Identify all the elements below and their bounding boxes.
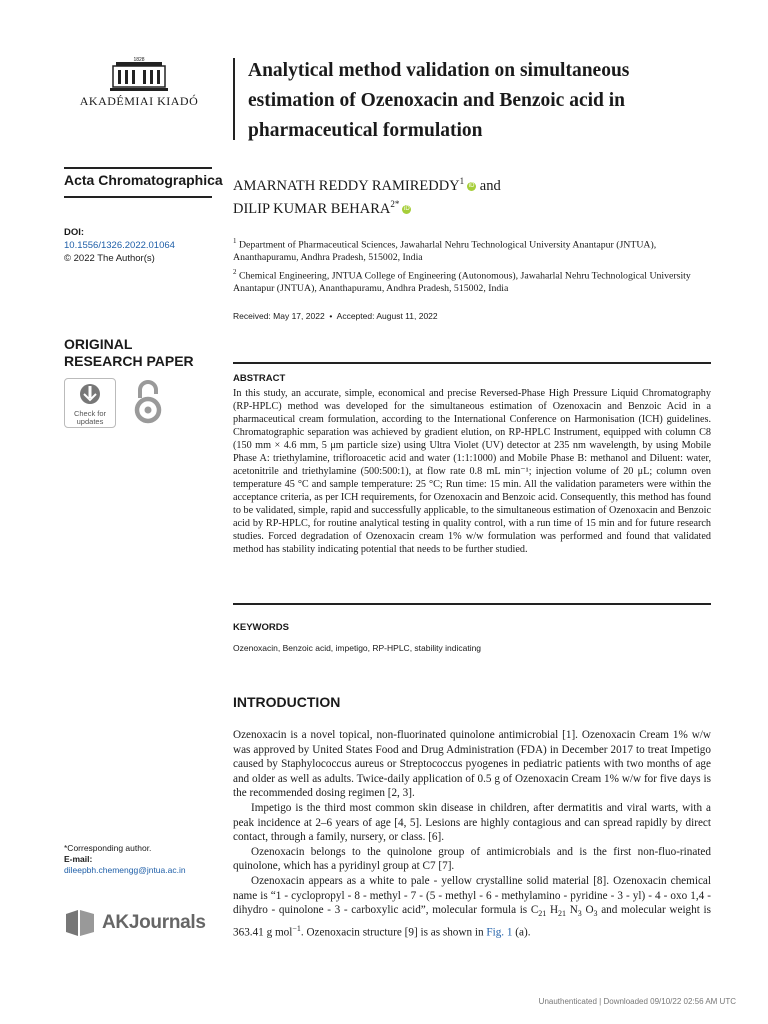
- p4-part-a: Ozenoxacin appears as a white to pale - yellow crystalline solid material [8]. Ozenoxacin chemical name is “1 - cyclopropyl - 8 - methyl - 7 - (5 - methyl - 6 - methylamino - pyridine - 3 - yl) - 4 - oxo 1,4 - dihydro - quinolone - 3 - carboxylic acid”, molecular formula is C: [233, 874, 711, 917]
- dates: [233, 311, 438, 321]
- author-2[interactable]: DILIP KUMAR BEHARA: [233, 200, 391, 217]
- akjournals-icon: [64, 908, 96, 938]
- p4-part-c: . Ozenoxacin structure [9] is as shown in: [300, 926, 487, 939]
- accepted-date: Accepted: August 11, 2022: [336, 311, 438, 321]
- h-atom: H: [546, 904, 559, 917]
- divider: [233, 362, 711, 364]
- date-separator: •: [329, 311, 333, 321]
- title-bar: [233, 58, 235, 140]
- email-link[interactable]: dileepbh.chemengg@jntua.ac.in: [64, 865, 186, 875]
- intro-paragraph-3: Ozenoxacin belongs to the quinolone group of antimicrobials and is the first non-fluo-rinated quinolone, which has a pyridinyl group at C7 [7].: [233, 845, 711, 873]
- author-1[interactable]: AMARNATH REDDY RAMIREDDY: [233, 177, 460, 194]
- corresponding-author: [64, 843, 214, 876]
- publisher-name: AKADÉMIAI KIADÓ: [79, 94, 199, 108]
- badges: [64, 378, 164, 428]
- divider: [233, 603, 711, 605]
- p4-part-b: and molecular weight is 363.41 g mol: [233, 904, 711, 939]
- publisher-year: 1828: [133, 57, 145, 63]
- aff2-text: Chemical Engineering, JNTUA College of Engineering (Autonomous), Jawaharlal Nehru Technological University Anantapur (JNTUA), Ananthapuramu, Andhra Pradesh, 515002, India: [233, 270, 691, 295]
- corresponding-label: *Corresponding author.: [64, 843, 152, 853]
- unit-superscript: −1: [292, 923, 301, 933]
- download-footer: Unauthenticated | Downloaded 09/10/22 02:56 AM UTC: [538, 997, 736, 1006]
- intro-paragraph-4: [233, 874, 711, 940]
- aff2-sup: 2: [233, 268, 237, 276]
- author-1-sup: 1: [459, 176, 465, 186]
- aff1-text: Department of Pharmaceutical Sciences, Jawaharlal Nehru Technological University Anantapur (JNTUA), Ananthapuramu, Andhra Pradesh, 515002, India: [233, 239, 657, 264]
- abstract-heading: ABSTRACT: [233, 373, 286, 384]
- o-subscript: 3: [593, 909, 598, 919]
- akjournals-text: AKJournals: [102, 912, 206, 933]
- affiliation-2: [233, 266, 713, 295]
- n-subscript: 3: [577, 909, 582, 919]
- journal-name: Acta Chromatographica: [64, 172, 223, 188]
- check-for-updates-badge[interactable]: [64, 378, 116, 428]
- received-date: Received: May 17, 2022: [233, 311, 325, 321]
- authors-and: and: [479, 177, 501, 194]
- aff1-sup: 1: [233, 237, 237, 245]
- intro-paragraph-1: Ozenoxacin is a novel topical, non-fluorinated quinolone antimicrobial [1]. Ozenoxacin Cream 1% w/w was approved by United States Food and Drug Administration (FDA) in December 2017 to treat Impetigo caused by Staphylococcus aureus or Streptococcus pyogenes in pediatric patients with two months of age and older as well as adults. Twice-daily application of 0.5 g of Ozenoxacin Cream 1% w/w for five days is the recommended dosing regimen [2, 3].: [233, 729, 711, 800]
- keywords-text: Ozenoxacin, Benzoic acid, impetigo, RP-HPLC, stability indicating: [233, 643, 482, 653]
- n-atom: N: [566, 904, 578, 917]
- doi-label: DOI:: [64, 227, 85, 238]
- intro-paragraph-2: Impetigo is the third most common skin disease in children, after dermatitis and viral warts, with a peak incidence at 2–6 years of age [4, 5]. Lesions are highly contagious and can spread rapidly by direct contact, through a family, nursery, or class. [6].: [233, 801, 711, 844]
- c-subscript: 21: [538, 909, 547, 919]
- p4-part-d: (a).: [512, 926, 531, 939]
- abstract-text: In this study, an accurate, simple, economical and precise Reversed-Phase High Pressure Liquid Chromatography (RP-HPLC) method was developed for the simultaneous estimation of Ozenoxacin and Benzoic Acid in a pharmaceutical cream formulation, according to the International Conference on Harmonisation (ICH) guidelines. Chromatographic separation was achieved by gradient elution, on RP-HPLC Instrument, equipped with column C8 (150 mm × 4.6 mm, 5 μm particle size) using Ultra Violet (UV) detector at 235 nm wavelength, by using Mobile Phase A: triethylamine, trifloroacetic acid and water (1:1:1000) and Mobile Phase B: methanol and Diluent: water, acetonitrile and triethylamine (500:500:1), at flow rate 0.8 mL min⁻¹; injection volume of 20 μL; column oven temperature 45 °C and sample temperature: 25 °C; Run time: 15 min. All the validation parameters were within the acceptance criteria, as per ICH requirements, for Ozenoxacin and Benzoic acid. Consequently, this method has found to be validated, simple, rapid and successfully applicable, to the simultaneous estimation of Ozenoxacin and Benzoic acid by RP-HPLC, for routine analytical testing in quality control, with a run time of 15 min and for future research studies. Forced degradation of Ozenoxacin cream 1% w/w formulation was performed and found that validated method has stability indicating potential that needs to be further studied.: [233, 388, 711, 555]
- academy-building-icon: [108, 56, 170, 92]
- open-access-icon: [132, 378, 164, 426]
- h-subscript: 21: [558, 909, 567, 919]
- author-2-sup: 2*: [390, 198, 400, 209]
- keywords-heading: KEYWORDS: [233, 622, 289, 633]
- email-label: E-mail:: [64, 854, 93, 864]
- copyright: © 2022 The Author(s): [64, 253, 155, 264]
- check-updates-icon: [76, 382, 104, 408]
- doi-block: [64, 226, 175, 265]
- publisher-logo: [64, 56, 214, 109]
- divider: [64, 196, 212, 198]
- authors: [233, 172, 713, 218]
- figure-1-link[interactable]: Fig. 1: [486, 926, 513, 939]
- akjournals-logo: [64, 908, 206, 938]
- check-line2: updates: [76, 417, 104, 426]
- introduction-body: [233, 728, 711, 940]
- doi-link[interactable]: 10.1556/1326.2022.01064: [64, 240, 175, 251]
- orcid-icon[interactable]: iD: [468, 183, 475, 189]
- orcid-icon[interactable]: iD: [404, 205, 410, 212]
- introduction-heading: INTRODUCTION: [233, 694, 341, 710]
- affiliation-1: [233, 235, 713, 264]
- o-atom: O: [581, 904, 594, 917]
- article-title: Analytical method validation on simultaneous estimation of Ozenoxacin and Benzoic acid in pharmaceutical formulation: [248, 60, 630, 141]
- check-line1: Check for: [73, 409, 107, 418]
- divider: [64, 167, 212, 169]
- article-type: ORIGINAL RESEARCH PAPER: [64, 336, 194, 369]
